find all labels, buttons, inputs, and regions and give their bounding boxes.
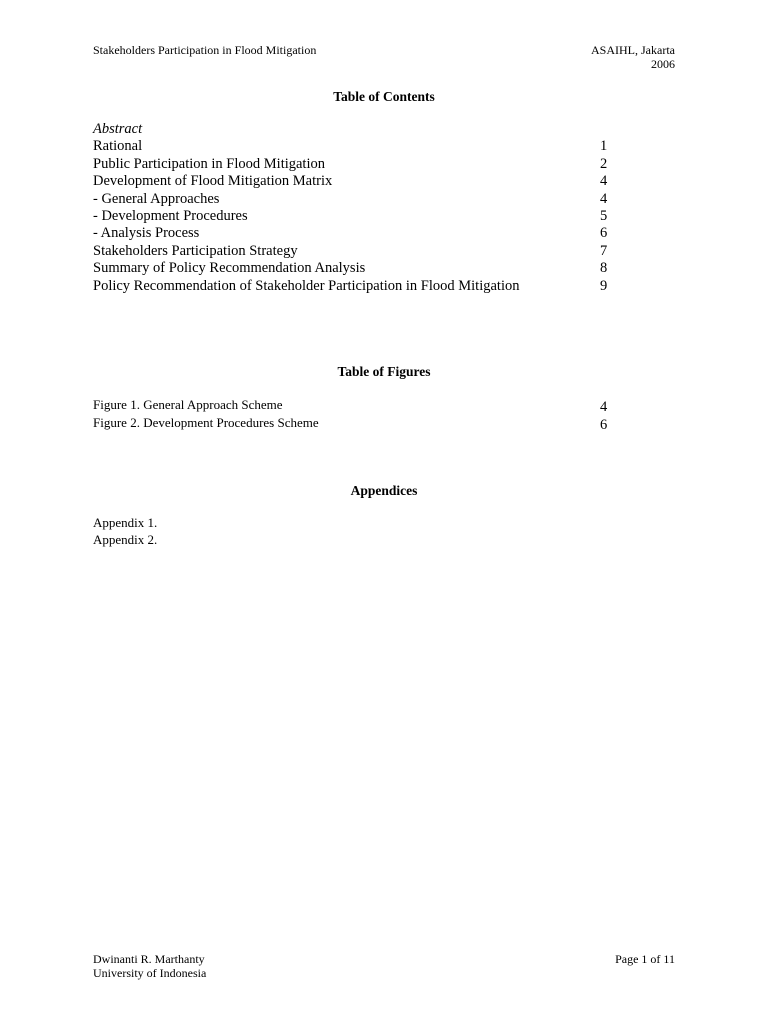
toc-entry (93, 138, 613, 155)
toc-entry-label: - General Approaches (93, 190, 220, 207)
footer-author-block (93, 952, 206, 980)
toc-entry-page: 5 (600, 207, 608, 224)
toc-entry (93, 156, 613, 173)
toc-title: Table of Contents (333, 89, 435, 104)
figure-entry-label: Figure 2. Development Procedures Scheme (93, 414, 319, 430)
toc-entry-label: Development of Flood Mitigation Matrix (93, 173, 333, 190)
footer-author: Dwinanti R. Marthanty (93, 952, 205, 966)
toc-entry-label: Public Participation in Flood Mitigation (93, 155, 325, 172)
table-of-contents (93, 121, 613, 312)
toc-entry-page: 8 (600, 260, 608, 277)
appendices-list (93, 515, 157, 548)
appendices-title: Appendices (350, 483, 418, 498)
header-venue: ASAIHL, Jakarta (591, 43, 675, 57)
header-document-title: Stakeholders Participation in Flood Mitigation (93, 43, 317, 57)
footer-page-number: Page 1 of 11 (615, 952, 675, 966)
toc-entry-label: - Analysis Process (93, 225, 200, 242)
toc-abstract: Abstract (93, 121, 143, 137)
toc-entry-label: Stakeholders Participation Strategy (93, 242, 298, 259)
figure-entry-label: Figure 1. General Approach Scheme (93, 397, 283, 412)
toc-entry (93, 243, 613, 260)
toc-entry-page: 1 (600, 138, 608, 155)
toc-entry (93, 260, 613, 277)
toc-entry-label: - Development Procedures (93, 207, 248, 224)
footer-institution: University of Indonesia (93, 966, 207, 980)
toc-entry-label: Summary of Policy Recommendation Analysis (93, 260, 366, 277)
toc-entry-page: 4 (600, 173, 608, 190)
figure-entry (93, 396, 613, 414)
toc-entry (93, 191, 613, 208)
toc-entry-label: Policy Recommendation of Stakeholder Participation in Flood Mitigation (93, 277, 520, 294)
toc-entry (93, 278, 613, 313)
figure-entry-page: 4 (600, 399, 608, 415)
figures-title: Table of Figures (337, 364, 431, 379)
figure-entry-page: 6 (600, 416, 608, 433)
appendix-item: Appendix 2. (93, 531, 158, 547)
toc-entry-page: 4 (600, 190, 608, 207)
toc-entry (93, 208, 613, 225)
header-year: 2006 (651, 57, 675, 71)
toc-entry (93, 173, 613, 190)
figure-entry (93, 414, 613, 432)
table-of-figures (93, 396, 613, 431)
toc-entry-label: Rational (93, 138, 143, 155)
appendix-item: Appendix 1. (93, 515, 158, 530)
toc-entry-page: 2 (600, 155, 608, 172)
header-venue-year (591, 43, 675, 71)
toc-entry-page: 9 (600, 277, 608, 294)
toc-entry-page: 7 (600, 242, 608, 259)
toc-entry-page: 6 (600, 225, 608, 242)
toc-entry (93, 225, 613, 242)
